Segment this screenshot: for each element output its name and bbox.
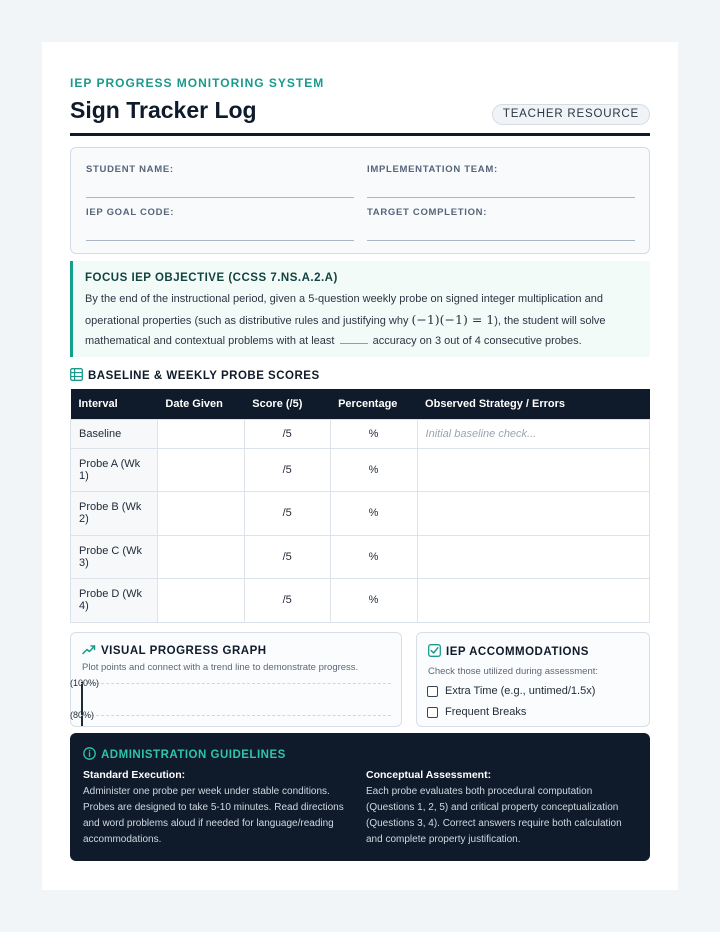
percent-cell[interactable]: % [330, 579, 417, 623]
graph-title [82, 644, 267, 658]
conceptual-assessment-block [366, 769, 636, 848]
table-icon [70, 368, 83, 384]
graph-title-text: VISUAL PROGRESS GRAPH [101, 645, 267, 657]
goal-code-field[interactable] [86, 207, 354, 241]
objective-title: FOCUS IEP OBJECTIVE (CCSS 7.NS.A.2.A) [85, 272, 338, 284]
gridline-80 [81, 715, 391, 716]
system-kicker: IEP PROGRESS MONITORING SYSTEM [70, 76, 325, 90]
accommodations-title-text: IEP ACCOMMODATIONS [446, 646, 589, 658]
table-row [71, 535, 650, 579]
checkbox-icon [428, 644, 441, 660]
scores-section-title [70, 368, 320, 384]
conceptual-assessment-heading: Conceptual Assessment: [366, 769, 492, 781]
checkbox-box[interactable] [427, 686, 438, 697]
strategy-cell[interactable] [417, 492, 649, 536]
objective-text-3: accuracy on 3 out of 4 consecutive probes. [369, 335, 582, 347]
score-cell[interactable]: /5 [244, 579, 330, 623]
accommodations-subtitle: Check those utilized during assessment: [428, 666, 599, 677]
page-title: Sign Tracker Log [70, 97, 257, 123]
objective-text-2: ), the student will solve mathematical and contextual problems with at least [85, 314, 606, 347]
percent-cell[interactable]: % [330, 448, 417, 492]
student-name-field[interactable] [86, 164, 354, 198]
info-icon [83, 747, 96, 763]
gridline-label-100: (100%) [70, 678, 100, 688]
guidelines-title [83, 747, 286, 763]
student-name-line [86, 197, 354, 198]
col-score: Score (/5) [244, 389, 330, 419]
conceptual-assessment-body: Each probe evaluates both procedural computation (Questions 1, 2, 5) and critical property conceptualization (Questions 3, 4). Correct answers require both calculation and complete property justification. [366, 786, 622, 845]
scores-title-text: BASELINE & WEEKLY PROBE SCORES [88, 370, 320, 382]
col-interval: Interval [71, 389, 158, 419]
date-cell[interactable] [157, 419, 244, 448]
target-completion-field[interactable] [367, 207, 635, 241]
guidelines-title-text: ADMINISTRATION GUIDELINES [101, 749, 286, 761]
goal-code-line [86, 240, 354, 241]
strategy-cell[interactable]: Initial baseline check... [417, 419, 649, 448]
worksheet-page [42, 42, 678, 890]
interval-cell: Baseline [71, 419, 158, 448]
score-cell[interactable]: /5 [244, 535, 330, 579]
progress-graph-card [70, 632, 402, 727]
interval-cell: Probe C (Wk 3) [71, 535, 158, 579]
objective-math: (−1)(−1) = 1 [411, 311, 495, 327]
objective-text-1: By the end of the instructional period, given a 5-question weekly probe on signed integer multiplication and operational properties (such as distributive rules and justifying why [85, 293, 603, 327]
graph-y-axis [81, 682, 83, 727]
implementation-team-field[interactable] [367, 164, 635, 198]
percent-cell[interactable]: % [330, 419, 417, 448]
col-percentage: Percentage [330, 389, 417, 419]
student-name-label: STUDENT NAME: [86, 164, 174, 175]
frequent-breaks-checkbox[interactable] [427, 706, 526, 718]
interval-cell: Probe B (Wk 2) [71, 492, 158, 536]
table-row [71, 492, 650, 536]
focus-objective [70, 261, 650, 357]
percent-cell[interactable]: % [330, 535, 417, 579]
table-row [71, 419, 650, 448]
trend-icon [82, 644, 96, 658]
target-completion-line [367, 240, 635, 241]
col-observed-strategy: Observed Strategy / Errors [417, 389, 649, 419]
objective-text [85, 289, 641, 352]
extra-time-checkbox[interactable] [427, 685, 595, 697]
gridline-100 [81, 683, 391, 684]
table-row [71, 579, 650, 623]
accuracy-blank[interactable] [340, 343, 368, 344]
graph-subtitle: Plot points and connect with a trend line to demonstrate progress. [82, 662, 359, 673]
checkbox-box[interactable] [427, 707, 438, 718]
accommodations-title [428, 644, 589, 660]
accommodations-card [416, 632, 650, 727]
strategy-cell[interactable] [417, 535, 649, 579]
date-cell[interactable] [157, 448, 244, 492]
date-cell[interactable] [157, 579, 244, 623]
percent-cell[interactable]: % [330, 492, 417, 536]
date-cell[interactable] [157, 535, 244, 579]
target-completion-label: TARGET COMPLETION: [367, 207, 488, 218]
goal-code-label: IEP GOAL CODE: [86, 207, 175, 218]
standard-execution-block [83, 769, 353, 848]
teacher-resource-badge: TEACHER RESOURCE [492, 104, 650, 125]
interval-cell: Probe A (Wk 1) [71, 448, 158, 492]
col-date-given: Date Given [157, 389, 244, 419]
extra-time-label: Extra Time (e.g., untimed/1.5x) [445, 685, 596, 697]
table-row [71, 448, 650, 492]
administration-guidelines [70, 733, 650, 861]
standard-execution-body: Administer one probe per week under stable conditions. Probes are designed to take 5-10 minutes. Read directions and word problems aloud if needed for language/reading accommodations. [83, 786, 344, 845]
table-header-row [71, 389, 650, 419]
frequent-breaks-label: Frequent Breaks [445, 706, 527, 718]
date-cell[interactable] [157, 492, 244, 536]
interval-cell: Probe D (Wk 4) [71, 579, 158, 623]
score-cell[interactable]: /5 [244, 448, 330, 492]
gridline-label-80: (80%) [70, 710, 95, 720]
implementation-team-line [367, 197, 635, 198]
standard-execution-heading: Standard Execution: [83, 769, 186, 781]
score-cell[interactable]: /5 [244, 419, 330, 448]
strategy-cell[interactable] [417, 448, 649, 492]
implementation-team-label: IMPLEMENTATION TEAM: [367, 164, 498, 175]
strategy-cell[interactable] [417, 579, 649, 623]
probe-scores-table [70, 389, 650, 623]
title-divider [70, 133, 650, 136]
score-cell[interactable]: /5 [244, 492, 330, 536]
student-info-panel [70, 147, 650, 254]
